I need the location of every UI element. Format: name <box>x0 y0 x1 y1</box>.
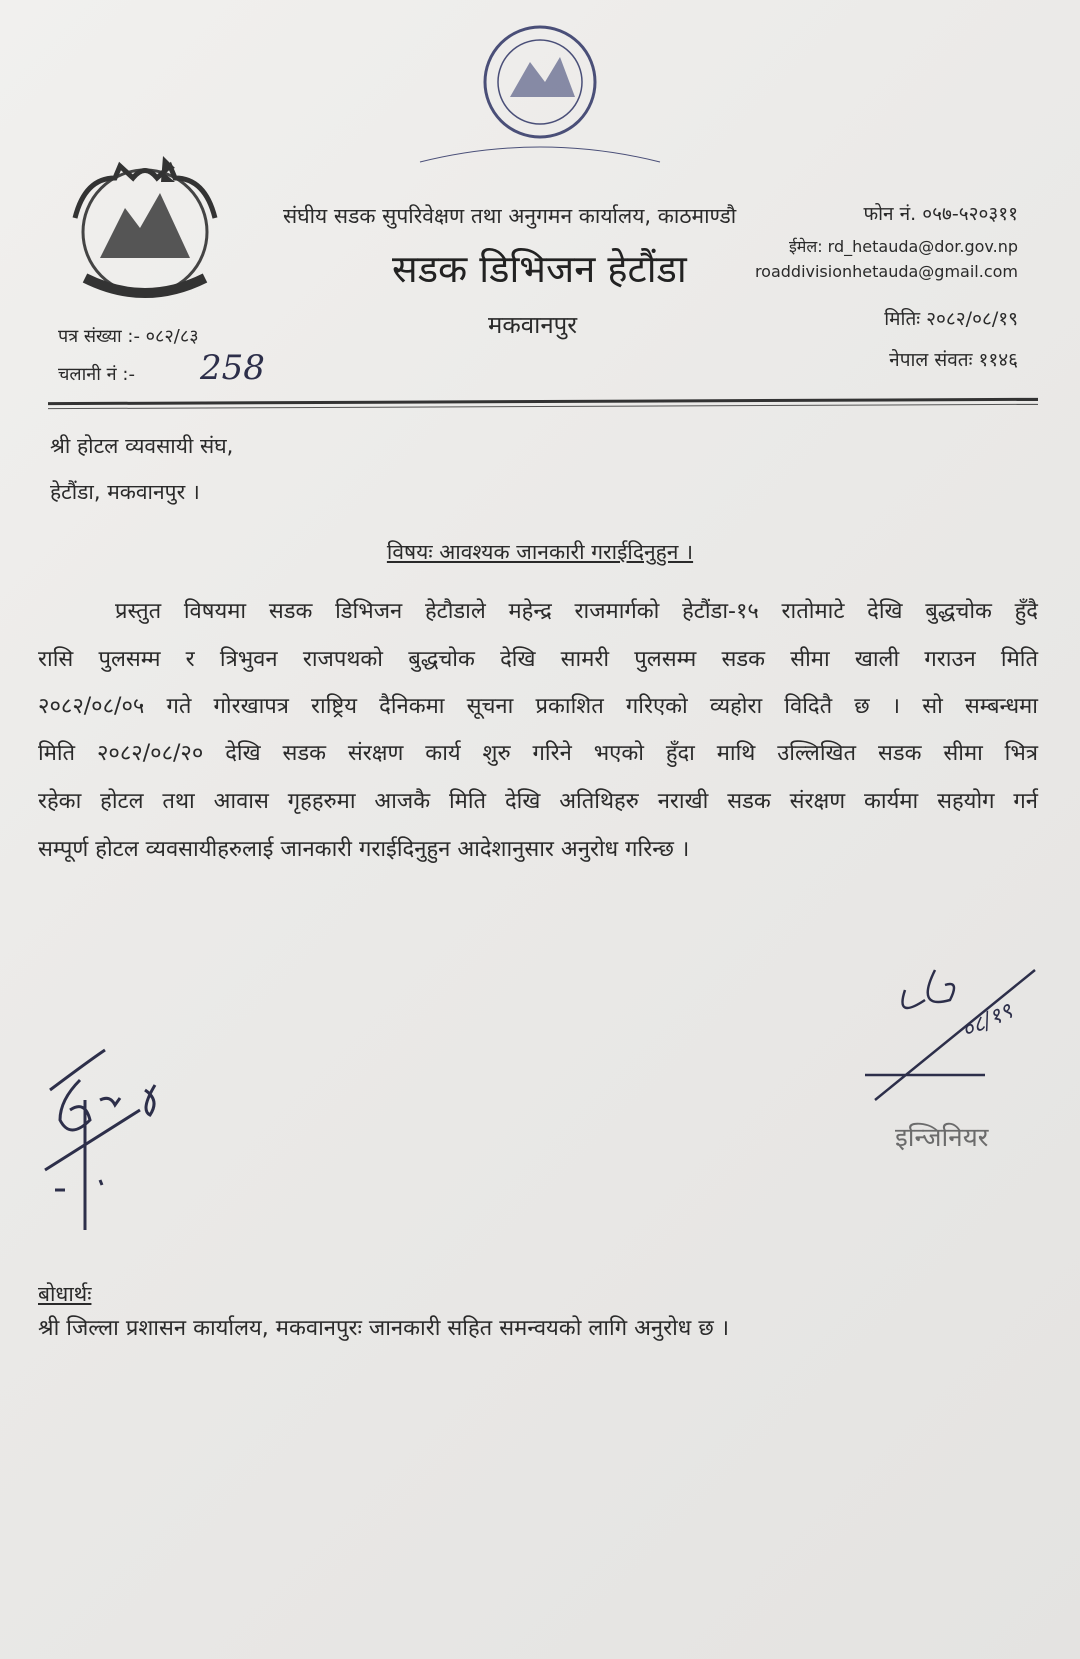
body-line: २०८२/०८/०५ गते गोरखापत्र राष्ट्रिय दैनिकमा सूचना प्रकाशित गरिएको व्यहोरा विदितै छ । सो सम्बन्धमा <box>38 694 1038 719</box>
body-line: रहेका होटल तथा आवास गृहहरुमा आजकै मिति देखि अतिथिहरु नराखी सडक संरक्षण कार्यमा सहयोग गर्न <box>38 789 1038 814</box>
district: मकवानपुर <box>488 311 578 339</box>
phone-number: फोन नं. ०५७-५२०३११ <box>863 203 1018 225</box>
nepal-emblem <box>45 148 245 308</box>
addressee-line-1: श्री होटल व्यवसायी संघ, <box>50 434 234 458</box>
subject <box>0 538 1080 566</box>
addressee-line-2: हेटौंडा, मकवानपुर । <box>50 480 200 504</box>
signature-date: ०८/१९ <box>957 998 1017 1044</box>
office-seal <box>400 12 680 207</box>
cc-label: बोधार्थः <box>38 1282 92 1306</box>
signatory-title: इन्जिनियर <box>895 1123 989 1153</box>
cc-recipient: श्री जिल्ला प्रशासन कार्यालय, मकवानपुरः जानकारी सहित समन्वयको लागि अनुरोध छ । <box>38 1316 730 1341</box>
dispatch-number: 258 <box>200 348 265 388</box>
subject-text: विषयः आवश्यक जानकारी गराईदिनुहुन । <box>386 540 694 564</box>
body-line: रासि पुलसम्म र त्रिभुवन राजपथको बुद्धचोक देखि सामरी पुलसम्म सडक सीमा खाली गराउन मिति <box>38 647 1038 672</box>
left-signature <box>30 1040 180 1240</box>
body-line: मिति २०८२/०८/२० देखि सडक संरक्षण कार्य शुरु गरिने भएको हुँदा माथि उल्लिखित सडक सीमा भित्र <box>38 741 1038 766</box>
body-line: सम्पूर्ण होटल व्यवसायीहरुलाई जानकारी गराईदिनुहुन आदेशानुसार अनुरोध गरिन्छ । <box>38 837 690 862</box>
header-divider-thin <box>48 404 1038 409</box>
body-line: प्रस्तुत विषयमा सडक डिभिजन हेटौडाले महेन्द्र राजमार्गको हेटौंडा-१५ रातोमाटे देखि बुद्धचोक हुँदै <box>115 599 1038 624</box>
dispatch-label: चलानी नं :- <box>58 364 135 385</box>
letter-number: पत्र संख्या :- ०८२/८३ <box>58 326 199 347</box>
nepal-sambat: नेपाल संवतः ११४६ <box>889 349 1018 371</box>
office-name: सडक डिभिजन हेटौंडा <box>392 247 687 291</box>
email-secondary: roaddivisionhetauda@gmail.com <box>754 262 1018 281</box>
letter-date: मितिः २०८२/०८/१९ <box>884 308 1018 330</box>
email-primary: ईमेल: rd_hetauda@dor.gov.np <box>788 237 1018 256</box>
right-signature <box>865 960 1050 1110</box>
parent-office: संघीय सडक सुपरिवेक्षण तथा अनुगमन कार्यालय, काठमाण्डौ <box>283 204 737 228</box>
